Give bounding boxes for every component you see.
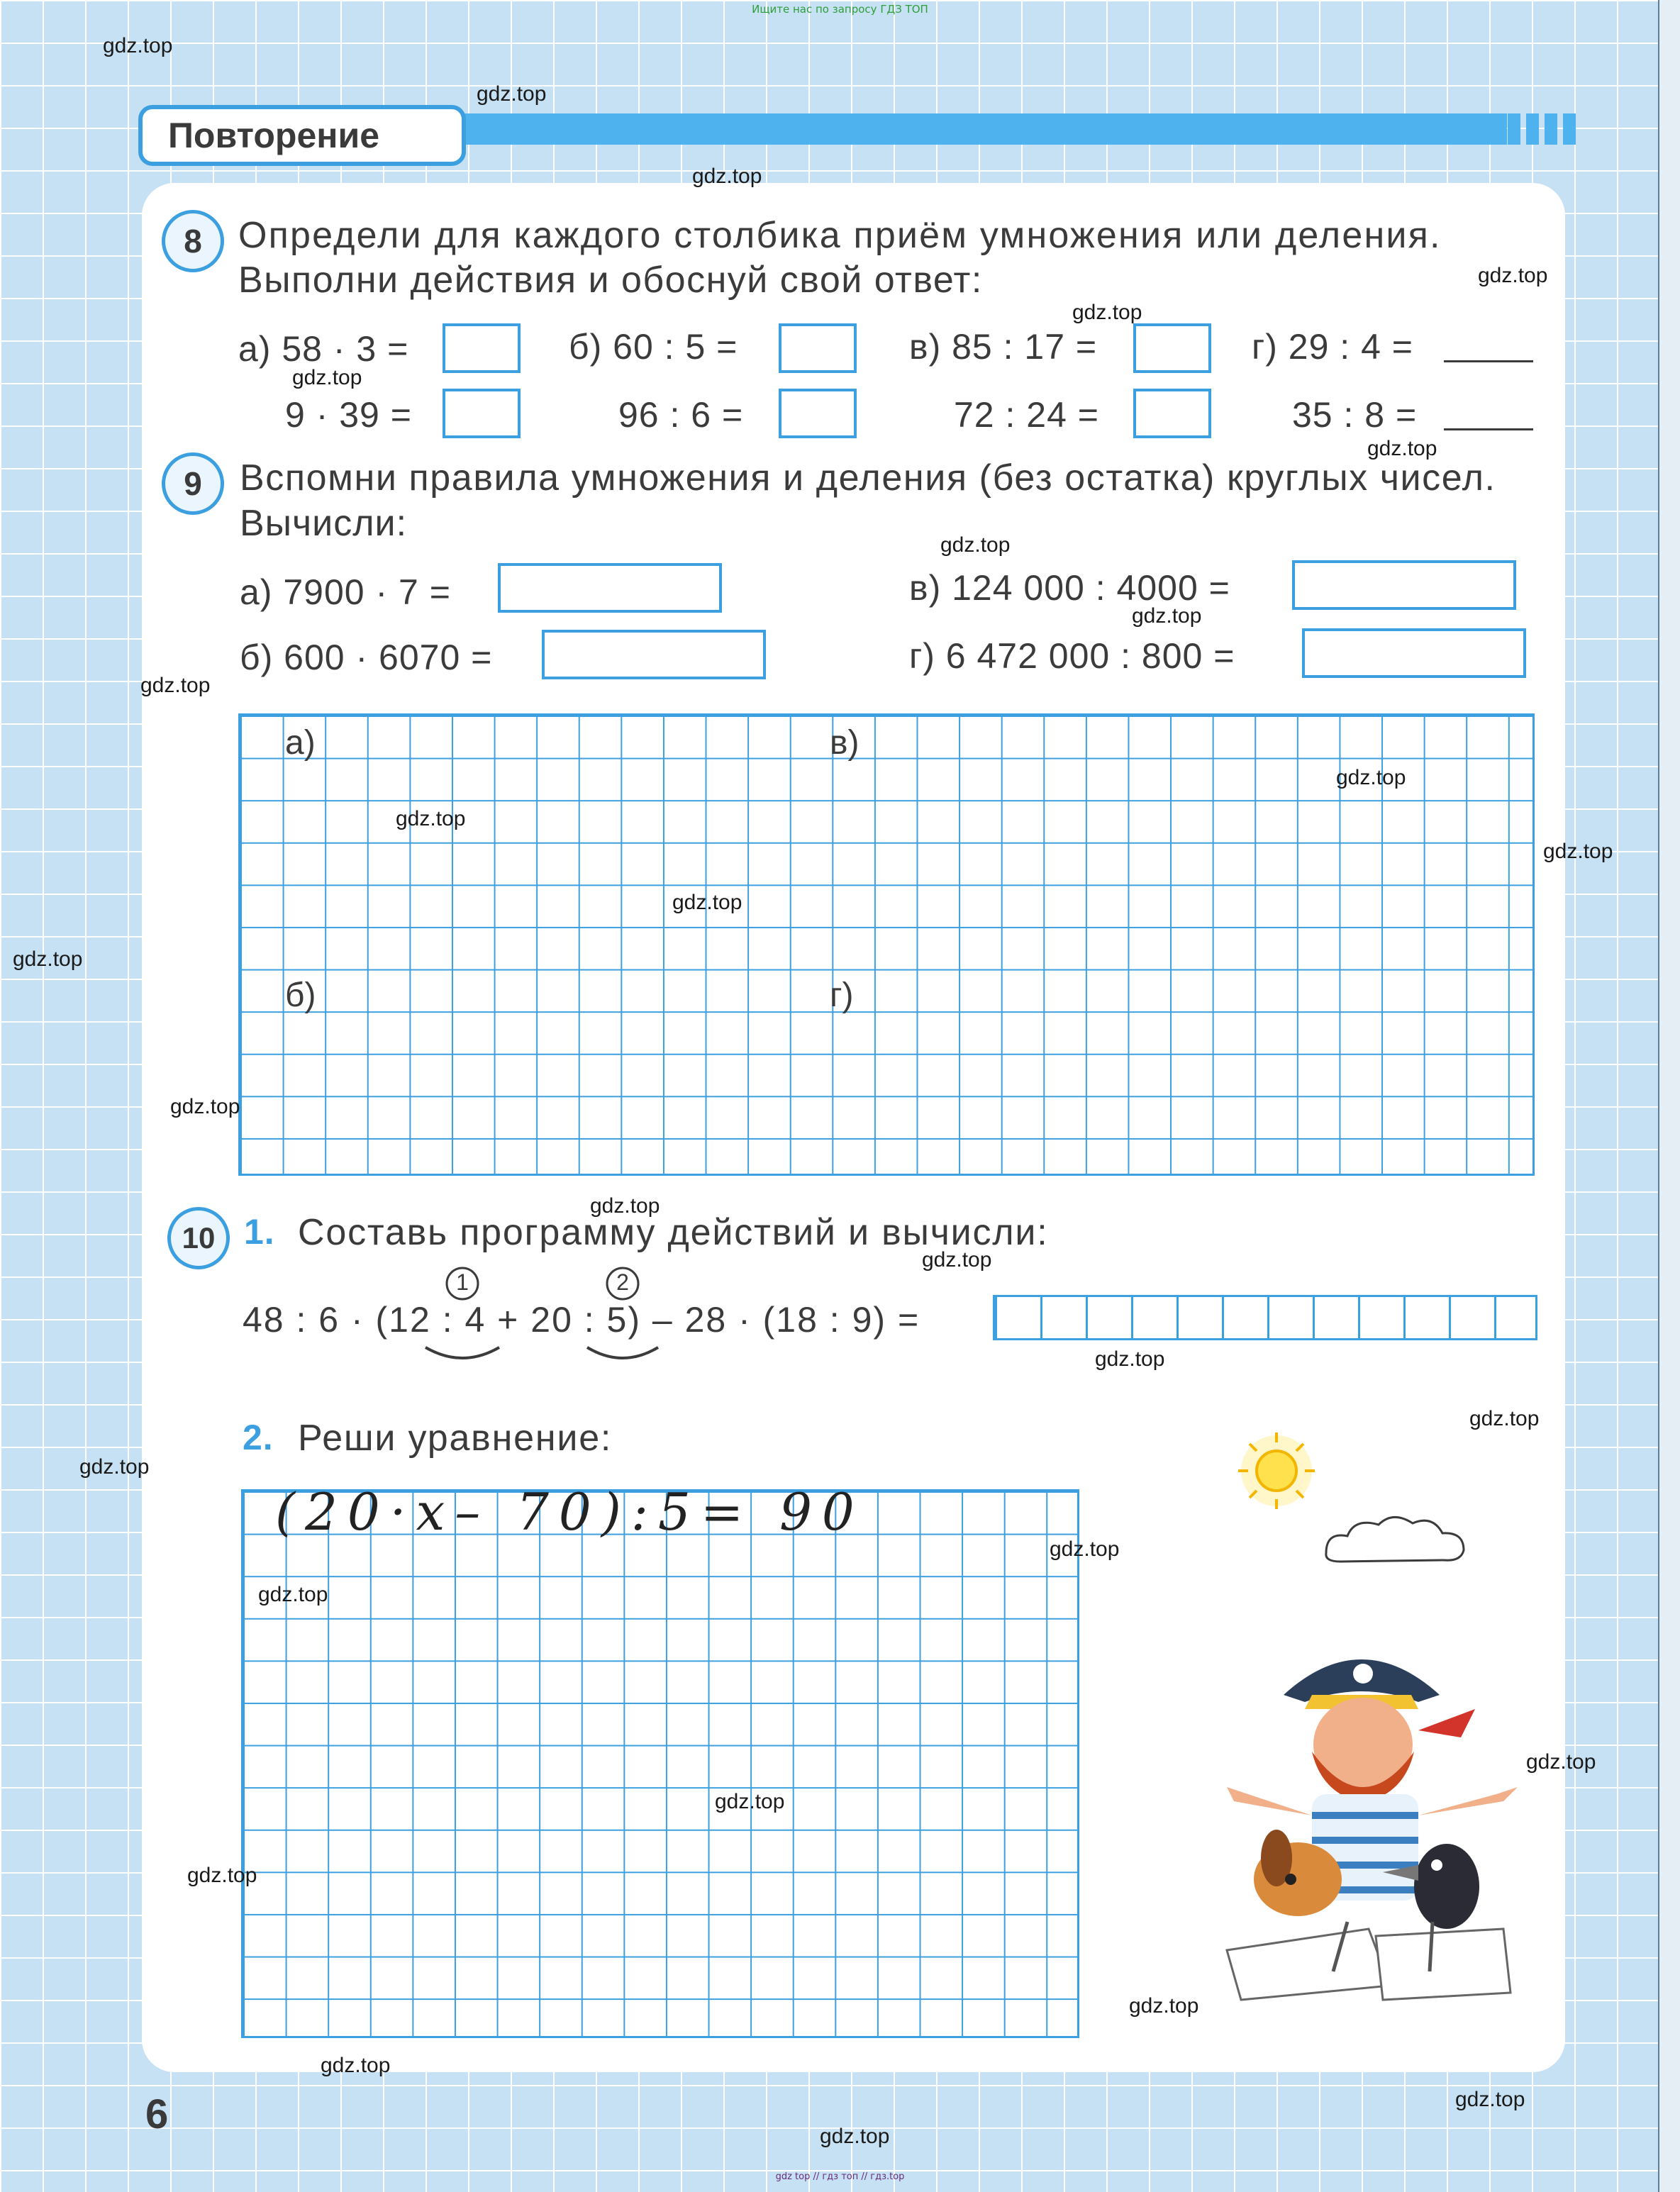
task-8-c2-answer-box[interactable] xyxy=(1133,389,1211,438)
cloud-icon xyxy=(1326,1517,1464,1562)
task-8-b1: б) 60 : 5 = xyxy=(569,327,738,367)
task-8-c1: в) 85 : 17 = xyxy=(909,327,1098,367)
header-stripe xyxy=(1508,113,1520,145)
pirate-illustration xyxy=(1206,1617,1539,2014)
task-9-d: г) 6 472 000 : 800 = xyxy=(909,636,1235,676)
task-9-d-answer-box[interactable] xyxy=(1302,628,1526,678)
task-9-grid-label-a: а) xyxy=(285,724,316,762)
task-8-b2: 96 : 6 = xyxy=(618,395,744,435)
task-10-equation-grid[interactable] xyxy=(241,1489,1079,2038)
sun-cloud-illustration xyxy=(1220,1411,1546,1581)
top-note: Ищите нас по запросу ГДЗ ТОП xyxy=(752,3,928,16)
task-9-c: в) 124 000 : 4000 = xyxy=(909,568,1230,608)
watermark: gdz.top xyxy=(1478,264,1548,287)
page-binding-edge xyxy=(1658,0,1680,2192)
watermark: gdz.top xyxy=(103,34,173,57)
task-10-part1-text: Составь программу действий и вычисли: xyxy=(298,1212,1049,1253)
watermark: gdz.top xyxy=(1469,1407,1540,1430)
page-number: 6 xyxy=(145,2091,169,2137)
task-10-expression: 48 : 6 · (12 : 4 + 20 : 5) – 28 · (18 : 9) = xyxy=(243,1300,920,1340)
task-8-d2: 35 : 8 = xyxy=(1292,395,1418,435)
pirate-right-hand xyxy=(1418,1787,1518,1815)
task-10-number: 10 xyxy=(167,1207,230,1269)
watermark: gdz.top xyxy=(672,891,742,914)
task-9-grid-label-b: б) xyxy=(285,977,316,1014)
watermark: gdz.top xyxy=(1095,1347,1165,1371)
watermark: gdz.top xyxy=(258,1583,328,1606)
task-8-b2-answer-box[interactable] xyxy=(779,389,857,438)
task-9-a-answer-box[interactable] xyxy=(498,563,722,613)
task-8-d1: г) 29 : 4 = xyxy=(1252,327,1413,367)
task-9-number: 9 xyxy=(162,452,224,515)
step-2-arc xyxy=(587,1347,658,1358)
task-10-part1-number: 1. xyxy=(244,1212,275,1252)
watermark: gdz.top xyxy=(1455,2088,1525,2111)
watermark: gdz.top xyxy=(692,165,762,188)
task-9-text-line2: Вычисли: xyxy=(240,503,408,544)
watermark: gdz.top xyxy=(715,1790,785,1813)
paper-sheet-icon xyxy=(1376,1929,1511,2000)
watermark: gdz.top xyxy=(1072,301,1142,324)
task-10-step-marks xyxy=(397,1262,681,1362)
task-10-answer-cells[interactable] xyxy=(993,1295,1537,1340)
task-8-a2: 9 · 39 = xyxy=(285,395,412,435)
task-8-text-line2: Выполни действия и обоснуй свой ответ: xyxy=(238,260,983,301)
step-2-label: 2 xyxy=(616,1269,629,1295)
watermark: gdz.top xyxy=(1132,604,1202,628)
sun-icon xyxy=(1257,1451,1296,1491)
bottom-note: gdz top // гдз топ // гдз.top xyxy=(775,2171,905,2182)
paper-sheet-icon xyxy=(1227,1929,1390,2000)
watermark: gdz.top xyxy=(140,674,211,697)
watermark: gdz.top xyxy=(477,82,547,106)
task-8-d2-answer-line[interactable] xyxy=(1444,428,1533,430)
watermark: gdz.top xyxy=(922,1248,992,1272)
watermark: gdz.top xyxy=(1543,840,1613,863)
step-1-arc xyxy=(425,1347,499,1358)
task-8-b1-answer-box[interactable] xyxy=(779,323,857,373)
task-8-a2-answer-box[interactable] xyxy=(443,389,521,438)
header-bar xyxy=(425,113,1507,145)
header-stripe xyxy=(1563,113,1576,145)
watermark: gdz.top xyxy=(170,1095,240,1118)
task-8-number: 8 xyxy=(162,210,224,272)
watermark: gdz.top xyxy=(940,533,1011,557)
task-9-b-answer-box[interactable] xyxy=(542,630,766,679)
task-8-a1: а) 58 · 3 = xyxy=(238,329,409,369)
task-9-grid-label-d: г) xyxy=(830,977,854,1014)
task-9-a: а) 7900 · 7 = xyxy=(240,572,451,612)
task-9-b: б) 600 · 6070 = xyxy=(240,638,493,677)
watermark: gdz.top xyxy=(79,1455,150,1479)
watermark: gdz.top xyxy=(1526,1750,1596,1774)
page-title: Повторение xyxy=(167,116,380,155)
pirate-left-hand xyxy=(1227,1787,1312,1815)
watermark: gdz.top xyxy=(396,807,466,830)
handwritten-equation: (20·x– 70):5= 90 xyxy=(275,1482,864,1542)
task-8-c2: 72 : 24 = xyxy=(954,395,1099,435)
task-9-text-line1: Вспомни правила умножения и деления (без остатка) круглых чисел. xyxy=(240,457,1496,499)
watermark: gdz.top xyxy=(820,2125,890,2148)
task-8-text-line1: Определи для каждого столбика приём умножения или деления. xyxy=(238,215,1442,256)
header-stripe xyxy=(1545,113,1557,145)
task-10-part2-text: Реши уравнение: xyxy=(298,1418,613,1459)
crow-icon xyxy=(1414,1844,1479,1929)
watermark: gdz.top xyxy=(292,366,362,389)
watermark: gdz.top xyxy=(590,1194,660,1218)
watermark: gdz.top xyxy=(321,2054,391,2077)
task-9-grid-label-c: в) xyxy=(830,724,860,762)
watermark: gdz.top xyxy=(13,947,83,971)
task-8-c1-answer-box[interactable] xyxy=(1133,323,1211,373)
watermark: gdz.top xyxy=(1336,766,1406,789)
task-9-c-answer-box[interactable] xyxy=(1292,560,1516,610)
task-8-d1-answer-line[interactable] xyxy=(1444,360,1533,362)
watermark: gdz.top xyxy=(187,1864,257,1887)
step-1-label: 1 xyxy=(456,1269,469,1295)
task-10-part2-number: 2. xyxy=(243,1418,274,1457)
watermark: gdz.top xyxy=(1050,1537,1120,1561)
header-stripe xyxy=(1526,113,1539,145)
watermark: gdz.top xyxy=(1367,437,1437,460)
task-8-a1-answer-box[interactable] xyxy=(443,323,521,373)
watermark: gdz.top xyxy=(1129,1994,1199,2018)
